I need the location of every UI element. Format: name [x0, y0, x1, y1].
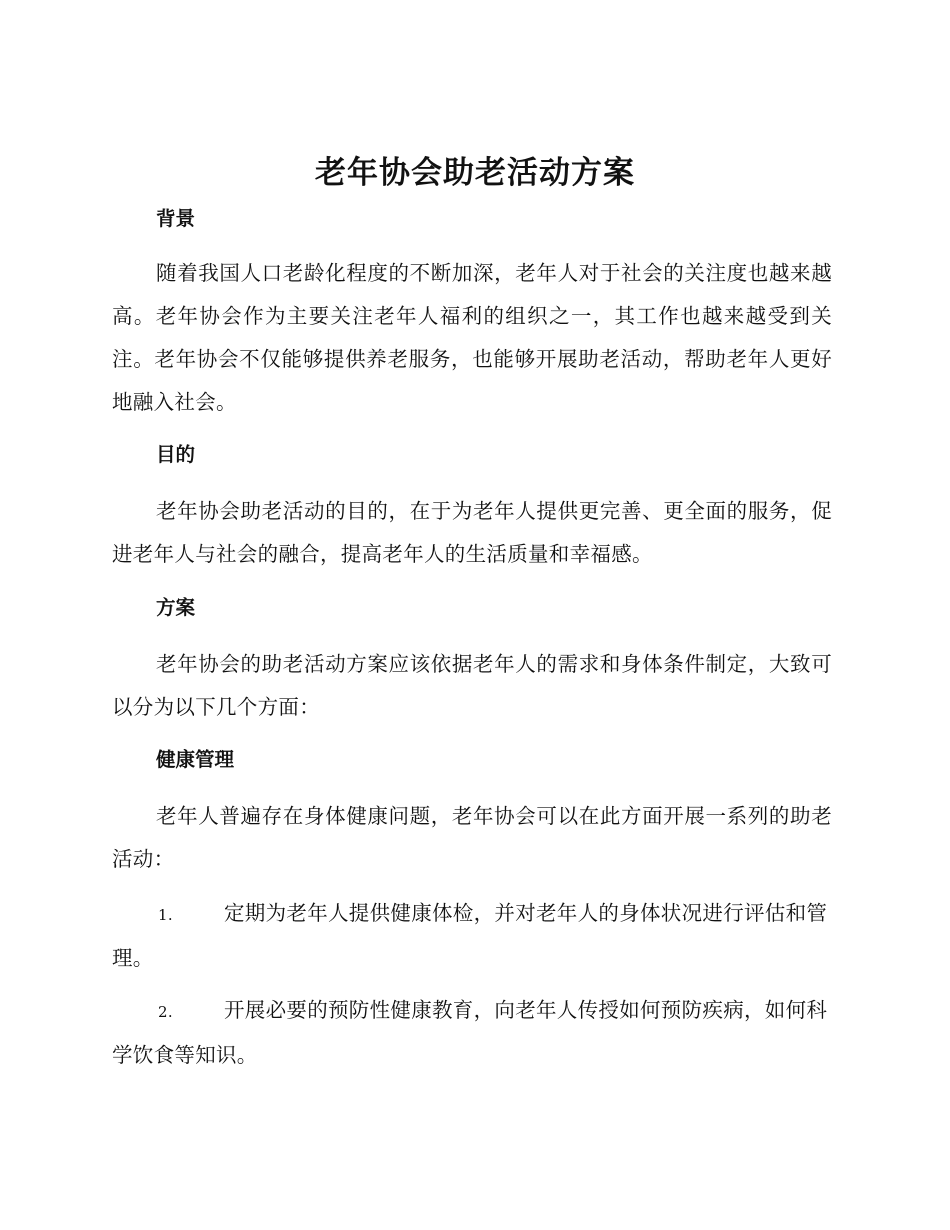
section-paragraph-purpose: 老年协会助老活动的目的，在于为老年人提供更完善、更全面的服务，促进老年人与社会的融合，提高老年人的生活质量和幸福感。	[112, 499, 832, 566]
document-title: 老年协会助老活动方案	[315, 155, 635, 191]
list-item-number: 1.	[158, 906, 173, 924]
section-heading-background: 背景	[156, 207, 196, 230]
list-item	[112, 892, 832, 980]
list-item-text: 定期为老年人提供健康体检，并对老年人的身体状况进行评估和管理。	[112, 901, 828, 970]
section-heading-purpose: 目的	[156, 443, 196, 466]
section-paragraph-plan: 老年协会的助老活动方案应该依据老年人的需求和身体条件制定，大致可以分为以下几个方面：	[112, 652, 832, 719]
list-item	[112, 989, 832, 1077]
section-heading-plan: 方案	[156, 596, 196, 619]
section-heading-health: 健康管理	[156, 748, 235, 771]
list-item-text: 开展必要的预防性健康教育，向老年人传授如何预防疾病，如何科学饮食等知识。	[112, 998, 828, 1067]
section-paragraph-background: 随着我国人口老龄化程度的不断加深，老年人对于社会的关注度也越来越高。老年协会作为主要关注老年人福利的组织之一，其工作也越来越受到关注。老年协会不仅能够提供养老服务，也能够开展助老活动，帮助老年人更好地融入社会。	[112, 261, 832, 414]
list-item-number: 2.	[158, 1003, 173, 1021]
section-paragraph-health: 老年人普遍存在身体健康问题，老年协会可以在此方面开展一系列的助老活动：	[112, 804, 832, 871]
